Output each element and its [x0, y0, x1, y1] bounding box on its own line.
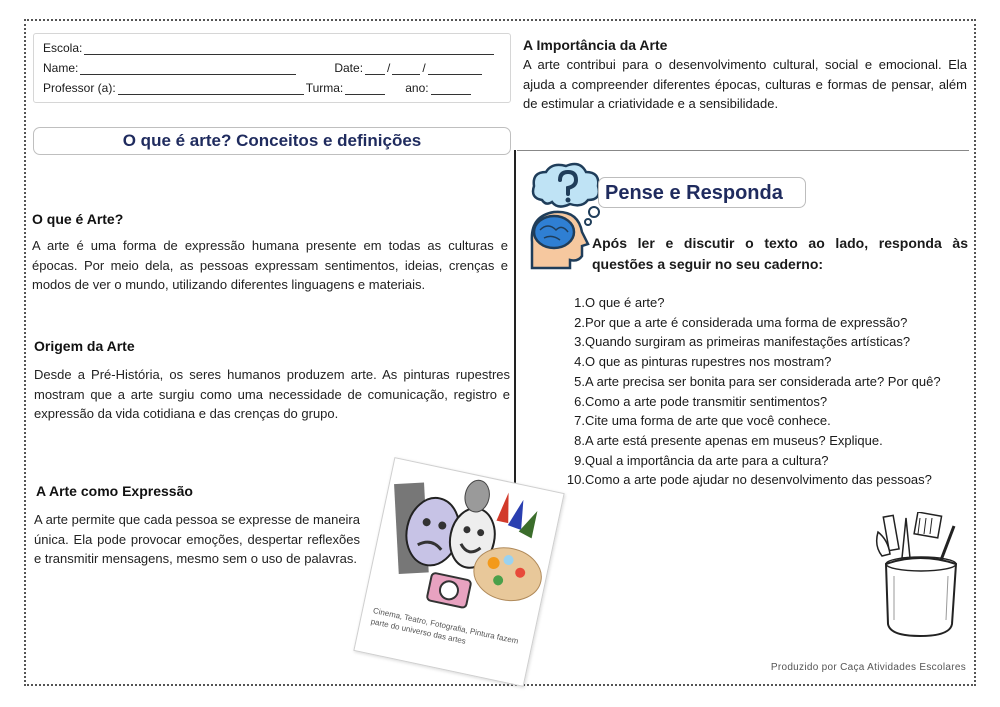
date-separator: /	[387, 61, 391, 75]
date-separator: /	[422, 61, 426, 75]
question-item: 3. Quando surgiram as primeiras manifestações artísticas?	[574, 334, 911, 350]
question-item: 10. Como a arte pode ajudar no desenvolvimento das pessoas?	[566, 472, 932, 488]
name-row	[43, 61, 484, 75]
section-title-origin: Origem da Arte	[34, 338, 135, 354]
section-text-expression: A arte permite que cada pessoa se expresse de maneira única. Ela pode provocar emoções, despertar reflexões e transmitir mensagens, mesmo sem o uso de palavras.	[34, 512, 360, 566]
importance-text: A arte contribui para o desenvolvimento cultural, social e emocional. Ela ajuda a compreender diferentes épocas, culturas e formas de pensar, além de estimular a criatividade e a sensibilidade.	[523, 57, 967, 111]
student-info-form	[33, 33, 511, 103]
question-item: 2. Por que a arte é considerada uma forma de expressão?	[574, 314, 908, 330]
question-item: 5. A arte precisa ser bonita para ser considerada arte? Por quê?	[574, 373, 941, 389]
section-title-expression: A Arte como Expressão	[36, 483, 193, 499]
school-field[interactable]	[84, 43, 494, 55]
question-item: 6. Como a arte pode transmitir sentimentos?	[574, 393, 828, 409]
professor-row	[43, 81, 473, 95]
section-divider	[517, 150, 969, 151]
name-field[interactable]	[80, 63, 296, 75]
photo-caption: Cinema, Teatro, Fotografia, Pintura fazem parte do universo das artes	[369, 606, 520, 646]
class-field[interactable]	[345, 83, 385, 95]
main-title: O que é arte? Conceitos e definições	[33, 127, 511, 155]
professor-label: Professor (a):	[43, 81, 116, 95]
question-list	[560, 293, 970, 490]
activity-title: Pense e Responda	[598, 177, 806, 208]
year-field[interactable]	[431, 83, 471, 95]
section-text-origin: Desde a Pré-História, os seres humanos produzem arte. As pinturas rupestres mostram que a arte surgiu como uma necessidade de comunicação, registro e expressão da vida cotidiana e das crenças do grupo.	[34, 367, 510, 421]
date-day-field[interactable]	[365, 63, 385, 75]
question-item: 1. O que é arte?	[574, 295, 665, 310]
class-label: Turma:	[305, 81, 344, 95]
question-item: 7. Cite uma forma de arte que você conhece.	[574, 413, 831, 429]
date-month-field[interactable]	[392, 63, 420, 75]
date-label: Date:	[334, 61, 364, 75]
column-divider	[514, 150, 516, 510]
question-item: 4. O que as pinturas rupestres nos mostram?	[574, 354, 832, 370]
section-title-what-is-art: O que é Arte?	[32, 211, 124, 227]
question-item: 9. Qual a importância da arte para a cultura?	[574, 452, 829, 468]
section-text-what-is-art: A arte é uma forma de expressão humana presente em todas as culturas e épocas. Por meio dela, as pessoas expressam sentimentos, ideias, crenças e modos de ver o mundo, utilizando diferentes linguagens e materiais.	[32, 238, 508, 292]
year-label: ano:	[405, 81, 429, 95]
question-item: 8. A arte está presente apenas em museus? Explique.	[574, 432, 883, 448]
professor-field[interactable]	[118, 83, 304, 95]
activity-instructions: Após ler e discutir o texto ao lado, responda às questões a seguir no seu caderno:	[592, 235, 968, 272]
school-row	[43, 41, 496, 55]
brush-jar-illustration	[872, 512, 968, 638]
name-label: Name:	[43, 61, 79, 75]
footer-credit: Produzido por Caça Atividades Escolares	[770, 662, 966, 673]
date-year-field[interactable]	[428, 63, 482, 75]
school-label: Escola:	[43, 41, 83, 55]
importance-title: A Importância da Arte	[523, 37, 668, 53]
